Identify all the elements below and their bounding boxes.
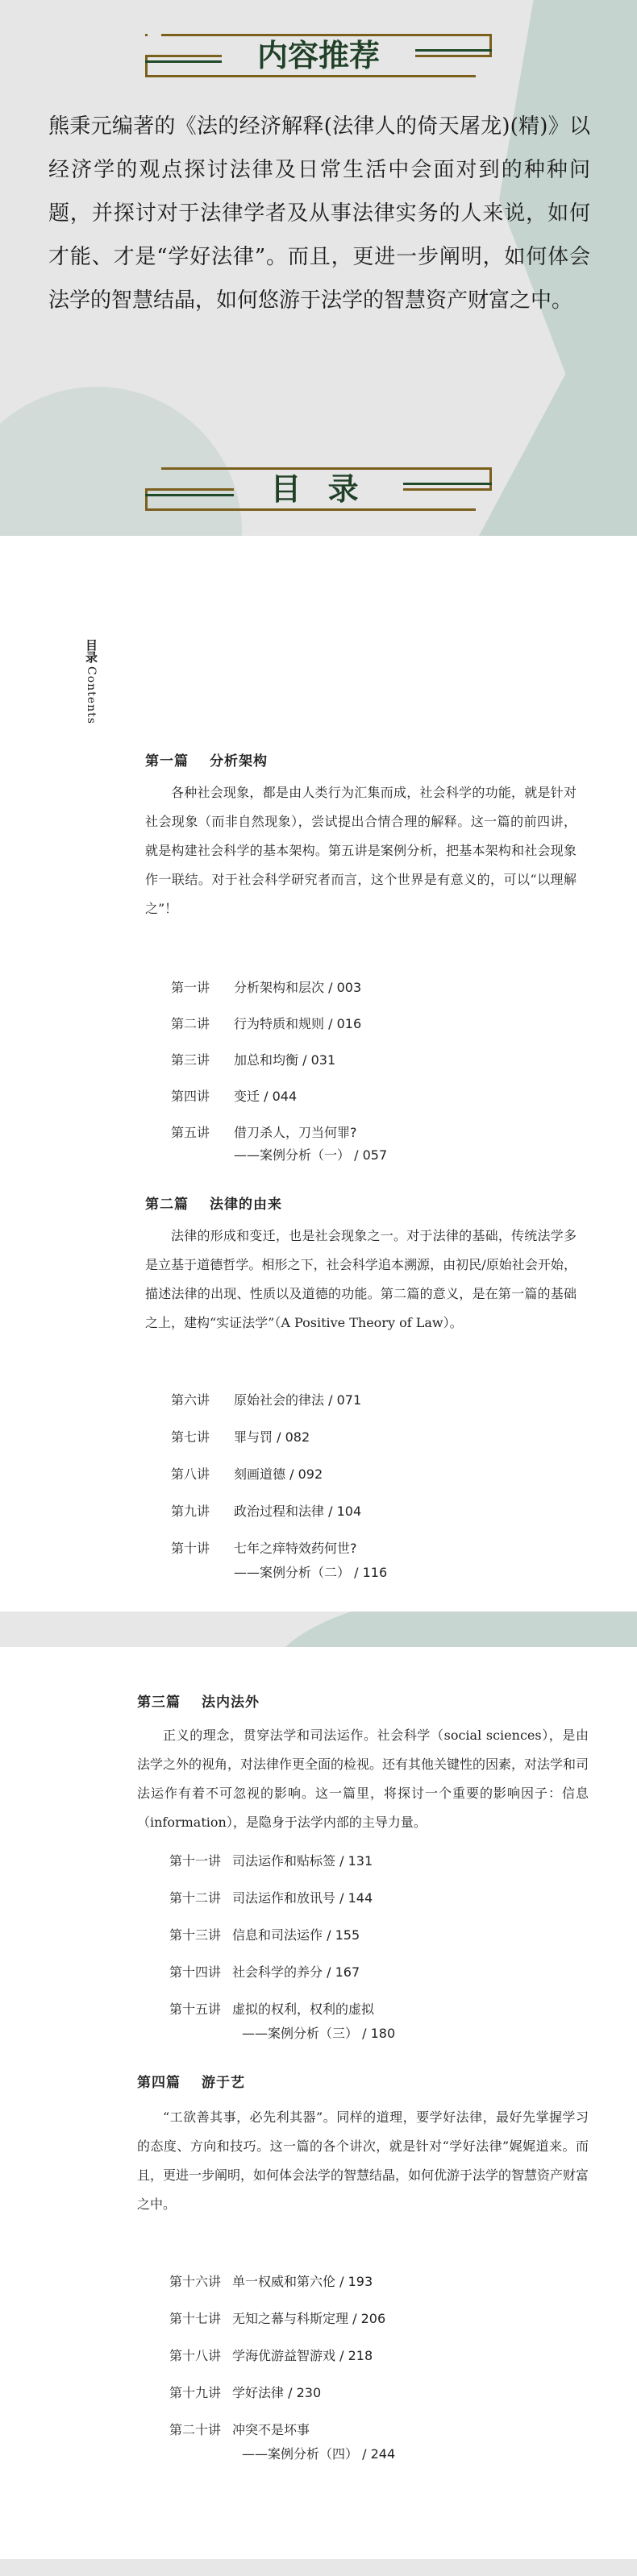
toc-heading: 目 录: [259, 471, 377, 507]
toc-heading-box: [145, 467, 492, 511]
intro-heading-box: [145, 34, 492, 77]
part-description: 各种社会现象，都是由人类行为汇集而成，社会科学的功能，就是针对社会现象（而非自然现象），尝试提出合情合理的解释。这一篇的前四讲，就是构建社会科学的基本架构。第五讲是案例分析，把基本架构和社会现象作一联结。对于社会科学研究者而言，这个世界是有意义的，可以“以理解之”！: [145, 785, 577, 916]
part-title: 第四篇 游于艺: [137, 2075, 245, 2091]
toc-entry[interactable]: 第十一讲 司法运作和贴标签 / 131: [169, 1853, 373, 1869]
part-title: 第三篇 法内法外: [137, 1695, 260, 1711]
contents-title-en: Contents: [85, 666, 98, 724]
toc-case-entry[interactable]: ——案例分析（三） / 180: [242, 2026, 396, 2041]
toc-entry[interactable]: 第二讲 行为特质和规则 / 016: [171, 1016, 362, 1031]
toc-entry[interactable]: 第十八讲 学海优游益智游戏 / 218: [169, 2348, 373, 2363]
toc-entry[interactable]: 第九讲 政治过程和法律 / 104: [171, 1504, 362, 1519]
toc-entry[interactable]: 第五讲 借刀杀人，刀当何罪?: [171, 1125, 357, 1140]
page-separator: [0, 1612, 637, 1647]
toc-entry[interactable]: 第十二讲 司法运作和放讯号 / 144: [169, 1890, 373, 1906]
toc-case-entry[interactable]: ——案例分析（一） / 057: [234, 1147, 388, 1163]
part-description: 法律的形成和变迁，也是社会现象之一。对于法律的基础，传统法学多是立基于道德哲学。相形之下，社会科学追本溯源，由初民/原始社会开始，描述法律的出现、性质以及道德的功能。第二篇的意义，是在第一篇的基础之上，建构“实证法学”（A Positive Theory of Law）。: [145, 1228, 577, 1330]
contents-title-zh: 目录: [84, 639, 98, 663]
toc-entry[interactable]: 第六讲 原始社会的律法 / 071: [171, 1392, 362, 1408]
contents-vertical-title: [84, 639, 103, 724]
intro-heading: 内容推荐: [246, 38, 391, 73]
bottom-strip: [0, 2559, 637, 2576]
toc-entry[interactable]: 第十五讲 虚拟的权利，权利的虚拟: [169, 2001, 375, 2017]
part-title: 第二篇 法律的由来: [145, 1197, 282, 1213]
toc-case-entry[interactable]: ——案例分析（四） / 244: [242, 2446, 396, 2462]
part-title: 第一篇 分析架构: [145, 753, 268, 769]
toc-entry[interactable]: 第十七讲 无知之幕与科斯定理 / 206: [169, 2311, 386, 2326]
part-description: “工欲善其事，必先利其器”。同样的道理，要学好法律，最好先掌握学习的态度、方向和技巧。这一篇的各个讲次，就是针对“学好法律”娓娓道来。而且，更进一步阐明，如何体会法学的智慧结晶，如何优游于法学的智慧资产财富之中。: [137, 2109, 589, 2212]
toc-case-entry[interactable]: ——案例分析（二） / 116: [234, 1565, 388, 1580]
toc-entry[interactable]: 第四讲 变迁 / 044: [171, 1089, 298, 1104]
part-description: 正义的理念，贯穿法学和司法运作。社会科学（social sciences），是由法学之外的视角，对法律作更全面的检视。还有其他关键性的因素，对法学和司法运作有着不可忽视的影响。这一篇里，将探讨一个重要的影响因子：信息（information），是隐身于法学内部的主导力量。: [137, 1728, 589, 1830]
toc-entry[interactable]: 第十讲 七年之痒特效药何世?: [171, 1541, 357, 1556]
toc-entry[interactable]: 第二十讲 冲突不是坏事: [169, 2422, 310, 2437]
toc-entry[interactable]: 第一讲 分析架构和层次 / 003: [171, 980, 362, 995]
decor-shape: [0, 387, 242, 536]
toc-entry[interactable]: 第十四讲 社会科学的养分 / 167: [169, 1964, 360, 1980]
intro-panel: [0, 0, 637, 536]
toc-entry[interactable]: 第十九讲 学好法律 / 230: [169, 2385, 322, 2400]
toc-entry[interactable]: 第三讲 加总和均衡 / 031: [171, 1052, 336, 1068]
intro-text: 熊秉元编著的《法的经济解释(法律人的倚天屠龙)(精)》以经济学的观点探讨法律及日常生活中会面对到的种种问题，并探讨对于法律学者及从事法律实务的人来说，如何才能、才是“学好法律”。而且，更进一步阐明，如何体会法学的智慧结晶，如何悠游于法学的智慧资产财富之中。: [48, 114, 590, 313]
toc-entry[interactable]: 第十三讲 信息和司法运作 / 155: [169, 1927, 360, 1943]
toc-entry[interactable]: 第八讲 刻画道德 / 092: [171, 1466, 323, 1482]
toc-entry[interactable]: 第十六讲 单一权威和第六伦 / 193: [169, 2274, 373, 2289]
toc-entry[interactable]: 第七讲 罪与罚 / 082: [171, 1429, 310, 1445]
decor-shape: [266, 1612, 637, 1647]
